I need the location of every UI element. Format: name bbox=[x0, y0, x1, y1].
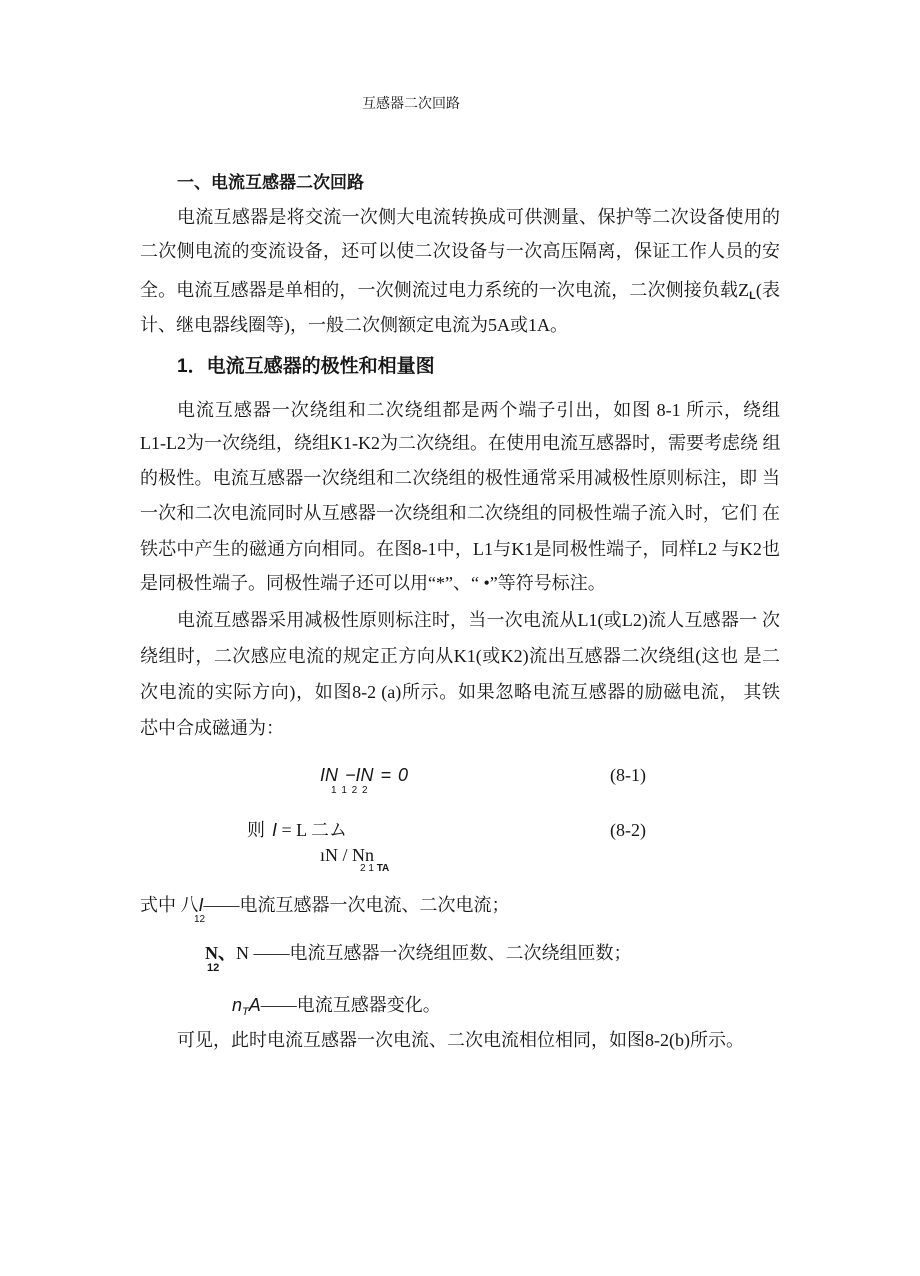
page-header-title: 互感器二次回路 bbox=[362, 97, 460, 112]
definition-turns-subscript: 12 bbox=[207, 962, 220, 974]
paragraph-2-line-3: 的极性。电流互感器一次绕组和二次绕组的极性通常采用减极性原则标注，即 当 bbox=[140, 468, 780, 488]
definition-turns-variable: N、 bbox=[205, 943, 236, 963]
paragraph-1-line-3-text: 全。电流互感器是单相的，一次侧流过电力系统的一次电流，二次侧接负载Z bbox=[140, 280, 750, 300]
equation-8-2-subscript-digits: 2 1 bbox=[360, 863, 377, 874]
equation-8-2-number: (8-2) bbox=[610, 820, 646, 840]
definition-ratio-variable: n bbox=[232, 995, 243, 1015]
paragraph-2-line-4: 一次和二次电流同时从互感器一次绕组和二次绕组的同极性端子流入时，它们 在 bbox=[140, 503, 780, 523]
paragraph-3-line-4: 芯中合成磁通为： bbox=[140, 718, 284, 738]
equation-8-1: IN −IN = 0 bbox=[320, 765, 409, 785]
definition-turns bbox=[205, 941, 632, 965]
paragraph-1-line-3 bbox=[140, 278, 780, 308]
paragraph-1-line-3-tail: (表 bbox=[755, 280, 780, 300]
load-subscript: L bbox=[749, 290, 756, 302]
paragraph-1-line-4: 计、继电器线圈等)，一般二次侧额定电流为5A或1A。 bbox=[140, 315, 568, 335]
section-heading-2: 1．电流互感器的极性和相量图 bbox=[177, 356, 435, 377]
paragraph-2-line-6: 是同极性端子。同极性端子还可以用“*”、“ •”等符号标注。 bbox=[140, 573, 606, 593]
conclusion-paragraph: 可见，此时电流互感器一次电流、二次电流相位相同，如图8-2(b)所示。 bbox=[177, 1030, 744, 1050]
equation-8-2 bbox=[272, 818, 347, 842]
definition-currents-lead: 式中 八 bbox=[140, 895, 199, 915]
equation-8-2-subscripts bbox=[360, 863, 389, 875]
paragraph-2-line-5: 铁芯中产生的磁通方向相同。在图8-1中，L1与K1是同极性端子，同样L2 与K2也 bbox=[140, 539, 780, 559]
equation-8-1-number: (8-1) bbox=[610, 765, 646, 785]
equation-8-2-rhs: = L 二ム bbox=[281, 820, 347, 840]
paragraph-3-line-3: 次电流的实际方向)，如图8-2 (a)所示。如果忽略电流互感器的励磁电流， 其铁 bbox=[140, 682, 780, 702]
definition-turns-text: N ——电流互感器一次绕组匝数、二次绕组匝数； bbox=[236, 943, 632, 963]
equation-8-2-subscript-ta: TA bbox=[376, 863, 390, 874]
definition-currents-text: ——电流互感器一次电流、二次电流； bbox=[203, 895, 510, 915]
paragraph-2-line-1: 电流互感器一次绕组和二次绕组都是两个端子引出，如图 8-1 所示，绕组 bbox=[177, 400, 780, 420]
equation-8-1-subscripts: 1 1 2 2 bbox=[331, 785, 369, 796]
paragraph-1-line-1: 电流互感器是将交流一次侧大电流转换成可供测量、保护等二次设备使用的 bbox=[177, 207, 780, 227]
definition-currents-subscript: 12 bbox=[194, 914, 206, 925]
paragraph-1-line-2: 二次侧电流的变流设备，还可以使二次设备与一次高压隔离，保证工作人员的安 bbox=[140, 241, 780, 261]
definition-ratio-text: ——电流互感器变化。 bbox=[260, 995, 441, 1015]
definition-currents-variable: I bbox=[198, 895, 204, 915]
equation-8-2-prefix: 则 bbox=[247, 820, 265, 840]
section-heading-1: 一、电流互感器二次回路 bbox=[177, 173, 364, 192]
paragraph-3-line-2: 绕组时，二次感应电流的规定正方向从K1(或K2)流出互感器二次绕组(这也 是二 bbox=[140, 646, 780, 666]
definition-ratio bbox=[232, 993, 441, 1024]
definition-ratio-variable-2: A bbox=[248, 995, 261, 1015]
paragraph-3-line-1: 电流互感器采用减极性原则标注时，当一次电流从L1(或L2)流人互感器一 次 bbox=[177, 610, 780, 630]
definition-ratio-subscript: T bbox=[242, 1006, 249, 1018]
paragraph-2-line-2: L1-L2为一次绕组，绕组K1-K2为二次绕组。在使用电流互感器时，需要考虑绕 组 bbox=[140, 433, 781, 453]
equation-8-2-variable: I bbox=[272, 820, 278, 840]
equation-8-2-denominator: ıN / Nn bbox=[320, 845, 374, 865]
